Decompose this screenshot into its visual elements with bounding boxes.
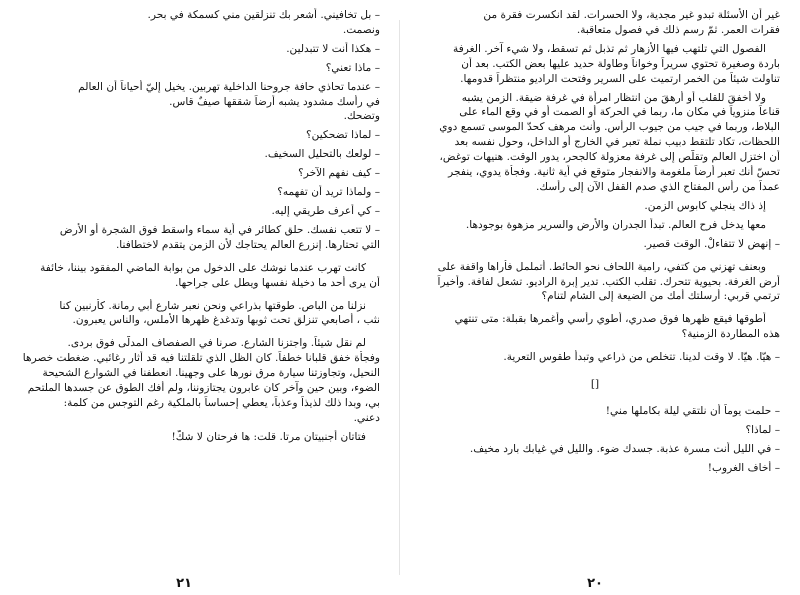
dialogue-line: – ولماذا تريد أن تفهمه؟ [277,186,380,199]
paragraph-line: نثب ، أصابعي تنزلق تحت ثوبها وتدغدغ ظهرها الأملس، والناس يعبرون. [72,314,380,327]
paragraph-line: دعني. [353,411,380,424]
dialogue-line: – لماذا تضحكين؟ [306,129,380,142]
section-break-mark: [] [590,378,600,391]
paragraph-line: تحسّ أنك تعبر أرضاً ملغومة والانفجار متوقع في أية ثانية. وفجأة يدوي، ينفجر [448,166,780,179]
paragraph-line: ترتمي قربي: أرسلتك أمك من الضيعة إلى الشام لتنام؟ [541,290,780,303]
paragraph-line: أن اختزل العالم وتقلّص إلى غرفة معزولة كالجحر، يدور الوقت. هنيهات توغض، [439,151,780,164]
dialogue-line: – لا تتعب نفسك. حلق كطائر في أية سماء واسقط فوق الشجرة أو الأرض [59,223,380,236]
dialogue-line: – هيّا. هيّا. لا وقت لدينا. تتخلص من ذراعي وتبدأ طقوس التعرية. [503,351,780,364]
narration-line: ونصمت. [342,23,380,36]
paragraph-line: بي، وبدا ذلك لذيذاً وعذباً، يعطي إحساساً بالملكية رغم التوجس من كلمة: [63,396,380,409]
dialogue-line: – لماذا؟ [745,423,780,436]
paragraph-line: فقرات العمر. ثمّ رسم ذلك في فصول متعاقبة. [576,23,780,36]
paragraph-line: الفصول التي تلتهب فيها الأزهار ثم تذبل ثم تسقط، ولا شيء آخر. الغرفة [453,42,766,55]
paragraph-line: أطوقها فيقع ظهرها فوق صدري، أطوي رأسي وأغمرها بقبلة: متى تنتهي [454,313,766,326]
paragraph-line: النحيل، وتجاوزتنا سيارة مرق نورها على وجهينا. انعطفنا في الشوارع الشحيحة [42,367,380,380]
dialogue-line: – هكذا أنت لا تتبدلين. [286,42,380,55]
paragraph-line: الضوء، وبين حين وآخر كان عابرون يجتازوننا، ولم أفك الطوق عن جسدها الملتحم [27,382,380,395]
dialogue-line: – أخاف الغروب! [707,461,780,474]
page-left-text [10,8,380,445]
paragraph-line: لم نقل شيئاً. واجتزنا الشارع. صرنا في الصفصاف المدلّى فوق بردى. [67,337,366,350]
paragraph-line: معها يدخل فرح العالم. تبدأ الجدران والأرض والسرير مزهوة بوجودها. [465,218,766,231]
paragraph-line: أن يرى أحد ما دخيلة نفسها ويطل على جراحها. [174,276,380,289]
paragraph-line: وفجأة خفق قلبانا خطفاً. كان الظل الذي تلقلتنا فيه قد أثار رغائبي. ضغطت خصرها [22,352,380,365]
dialogue-line: – إنهض لا تتفاءلْ. الوقت قصير. [643,237,780,250]
paragraph-line: إذ ذاك ينجلي كابوس الزمن. [644,199,766,212]
narration-line: وتضحك. [343,110,380,123]
dialogue-line: – ماذا تعني؟ [325,61,380,74]
paragraph-line: تناولت شيئاً من الخمر ارتميت على السرير وفتحت الراديو منتظراً قدومها. [460,72,780,85]
paragraph-line: قناعاً منزوياً في مكان ما، ربما في الحركة أو الصمت أو في وقع الماء على [459,106,780,119]
dialogue-line: – كيف نفهم الآخر؟ [298,167,380,180]
dialogue-line: – لولعك بالتحليل السخيف. [264,148,380,161]
dialogue-line: – بل تخافيني. أشعر بك تنزلقين مني كسمكة في بحر. [147,9,380,21]
gutter-divider [399,20,400,575]
paragraph-line: باردة وصغيرة تحتوي سريراً وخواناً وطاولة حديد عليها بعض الكتب. بعد أن [461,57,780,70]
paragraph-line: ولا أخفقَ للقلب أو أرهقَ من انتظار امرأة في غرفة ضيقة. الزمن يشبه [461,91,766,104]
dialogue-line: – كي أعرف طريقي إليه. [271,204,380,217]
paragraph-line: فتاتان أجنبيتان مرتا. قلت: ها فرحتان لا شكّ! [171,430,366,443]
paragraph-line: وبعنف تهزني من كتفي، رامية اللحاف نحو الحائط. أتململ فأراها واقفة على [437,260,766,273]
paragraph-line: كانت تهرب عندما نوشك على الدخول من بوابة الماضي المفقود بيننا، خائفة [40,261,366,274]
paragraph-line: غير أن الأسئلة تبدو غير مجدية، ولا الحسرات. لقد انكسرت فقرة من [483,9,780,21]
dialogue-line: – حلمت يوماً أن نلتقي ليلة بكاملها مني! [605,404,780,417]
paragraph-line: أرض الغرفة. بحيوية تتحرك. تقلب الكتب. تدير إبرة الراديو. تشعل لفافة. وأخيراً [437,275,780,288]
paragraph-line: اللحظات، تكاد تلتقط دبيب نملة تعبر في الخارج أو الداخل، وحول نفسه بعد [454,136,780,149]
paragraph-line: البلاط، وربما في جيب من جيوب الرأس. وأنت مرهف كحدّ الموسى تسمع دوي [439,121,780,134]
page-number: ٢٠ [587,576,603,591]
dialogue-line: التي تحتارها. إنزرع العالم يحتاجك لأن الزمن يتقدم لاختطافنا. [115,238,380,251]
page-right-text [410,8,780,476]
paragraph-line: نزلنا من الباص. طوقتها بذراعي ونحن نعبر شارع أبي رمانة. كأرنبين كنا [59,299,366,312]
paragraph-line: عمداً من رأس المفتاح الذي صدم القفل الآن إلى رأسك. [536,180,780,193]
dialogue-line: – عندما تحاذي حافة جروحنا الداخلية تهربين. يخيل إليّ أحياناً أن العالم [78,80,380,93]
dialogue-line: – في الليل أنت مسرة عذبة. جسدك ضوء. والليل في غيابك بارد مخيف. [469,442,780,455]
dialogue-line: في رأسك مشدود يشبه أرضاً شققها صيفٌ قاس. [169,95,380,108]
page-right [404,0,786,595]
page-left [4,0,386,595]
page-number: ٢١ [176,576,192,591]
paragraph-line: هذه المطاردة الزمنية؟ [681,328,780,341]
